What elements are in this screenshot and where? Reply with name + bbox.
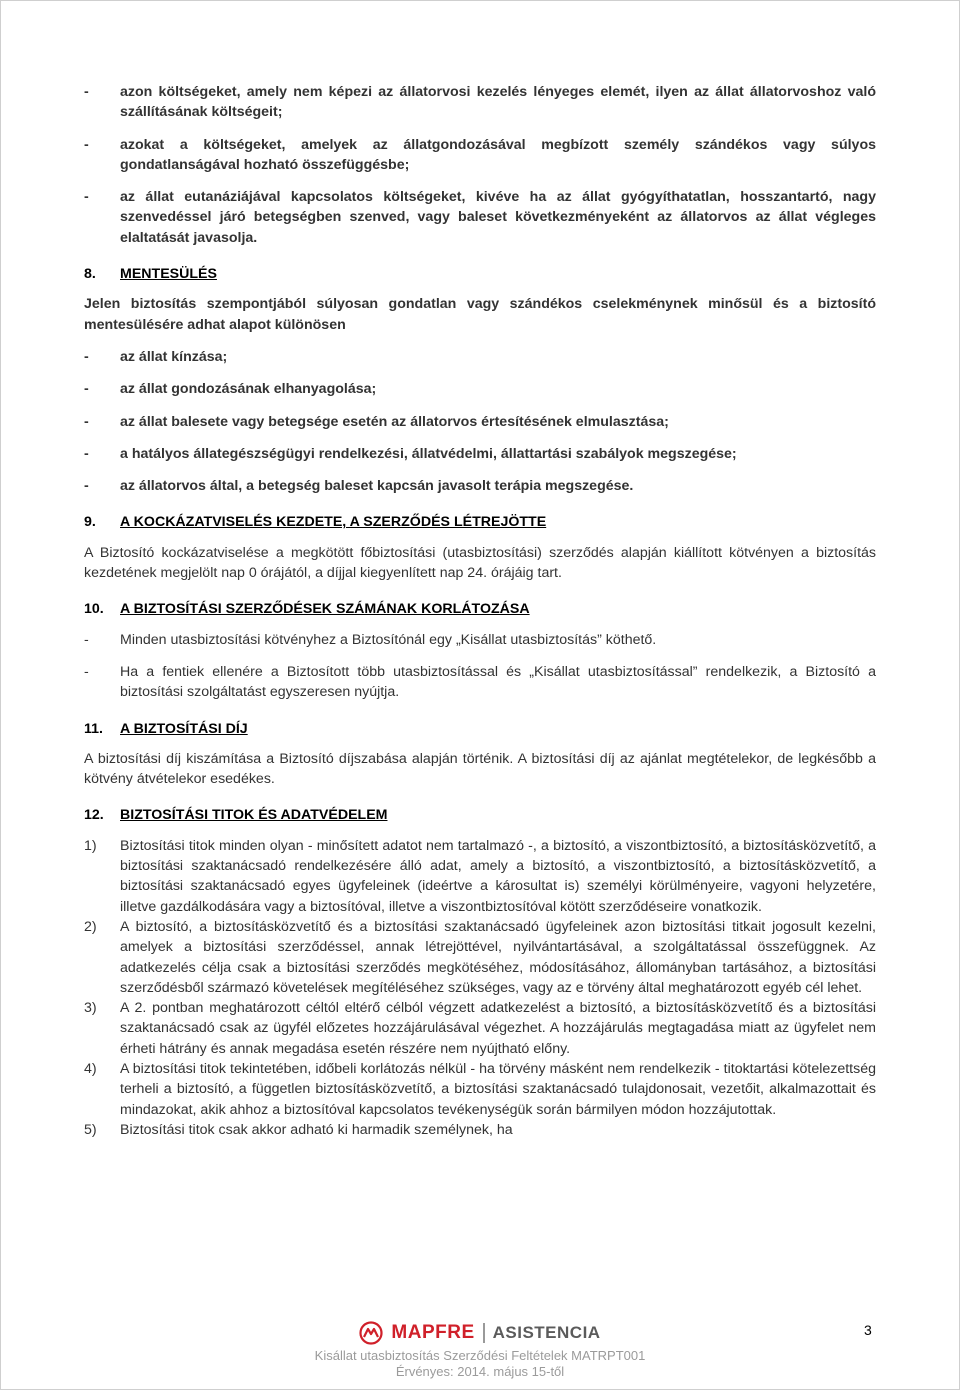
list-item bbox=[84, 476, 876, 496]
numbered-item-text: Biztosítási titok csak akkor adható ki harmadik személynek, ha bbox=[120, 1121, 513, 1138]
section-title: MENTESÜLÉS bbox=[120, 266, 217, 283]
section-8-intro: Jelen biztosítás szempontjából súlyosan gondatlan vagy szándékos cselekménynek minősül és a biztosító mentesülésére adhat alapot különösen bbox=[84, 296, 876, 333]
section-9-heading bbox=[84, 512, 876, 532]
section-12-heading bbox=[84, 805, 876, 825]
list-dash: - bbox=[84, 413, 89, 430]
list-item bbox=[84, 347, 876, 367]
logo-brand-text: MAPFRE bbox=[391, 1322, 475, 1343]
section-number: 10. bbox=[84, 601, 104, 618]
list-dash: - bbox=[84, 445, 89, 462]
list-item bbox=[84, 187, 876, 248]
section-11-text: A biztosítási díj kiszámítása a Biztosító díjszabása alapján történik. A biztosítási díj az ajánlat megtételekor, de legkésőbb a kötvény átvételekor esedékes. bbox=[84, 750, 876, 788]
numbered-item bbox=[84, 1120, 876, 1140]
list-dash: - bbox=[84, 84, 89, 100]
list-item bbox=[84, 379, 876, 399]
numbered-item bbox=[84, 836, 876, 917]
section-9-text: A Biztosító kockázatviselése a megkötött főbiztosítási (utasbiztosítási) szerződés alapján kiállított kötvényen a biztosítás kezdetének megjelölt nap 0 órájától, a díjjal kiegyenlített nap 24. órájáig tart. bbox=[84, 544, 876, 582]
numbered-item bbox=[84, 917, 876, 998]
list-dash: - bbox=[84, 136, 89, 153]
list-dash: - bbox=[84, 663, 89, 680]
list-item-text: a hatályos állategészségügyi rendelkezési, állatvédelmi, állattartási szabályok megszegése; bbox=[120, 445, 737, 462]
numbered-item bbox=[84, 998, 876, 1059]
numbered-item bbox=[84, 1059, 876, 1120]
list-dash: - bbox=[84, 631, 89, 648]
section-number: 8. bbox=[84, 266, 96, 283]
list-item-text: azon költségeket, amely nem képezi az állatorvosi kezelés lényeges elemét, ilyen az állat állatorvoshoz való szállításának költségeit; bbox=[120, 84, 876, 121]
section-8-body bbox=[84, 294, 876, 496]
list-item-text: az állat kínzása; bbox=[120, 348, 228, 365]
section-title: A BIZTOSÍTÁSI SZERZŐDÉSEK SZÁMÁNAK KORLÁTOZÁSA bbox=[120, 601, 530, 618]
footer-document-title: Kisállat utasbiztosítás Szerződési Feltételek MATRPT001 bbox=[314, 1348, 646, 1363]
list-dash: - bbox=[84, 381, 89, 398]
item-number: 3) bbox=[84, 1000, 97, 1017]
section-number: 11. bbox=[84, 720, 103, 737]
footer-validity-date: Érvényes: 2014. május 15-től bbox=[395, 1364, 565, 1379]
numbered-item-text: A biztosító, a biztosításközvetítő és a biztosítási szaktanácsadó ügyfeleinek azon biztosítási titkait jogosult kezelni, amelyek a biztosítási szerződéssel, annak létrejöttével, nyilvántartásával, a szolgáltatással összefüggnek. Az adatkezelés célja csak a biztosítási szerződés megkötéséhez, módosításához, állományban tartásához, a biztosítási szerződésből származó követelések megítéléséhez szükséges, vagy az e törvény által meghatározott egyéb cél lehet. bbox=[120, 918, 876, 996]
logo-divider bbox=[483, 1323, 485, 1343]
page-footer bbox=[0, 1318, 960, 1380]
item-number: 4) bbox=[84, 1060, 97, 1077]
list-item bbox=[84, 630, 876, 650]
list-item bbox=[84, 82, 876, 123]
item-number: 5) bbox=[84, 1121, 97, 1138]
numbered-item-text: A 2. pontban meghatározott céltól eltérő célból végzett adatkezelést a biztosító, a biztosításközvetítő és a biztosítási szaktanácsadó csak az ügyfél előzetes hozzájárulásával végezhet. A hozzájárulás megtagadása miatt az ügyfelet nem érheti hátrány és annak megadása esetén részére nem nyújtható előny. bbox=[120, 1000, 876, 1057]
numbered-item-text: A biztosítási titok tekintetében, időbeli korlátozás nélkül - ha törvény másként nem rendelkezik - titoktartási kötelezettség terheli a biztosító, a független biztosításközvetítő, a biztosítási szaktanácsadó tulajdonosait, vezetőit, alkalmazottait és mindazokat, akik ahhoz a biztosítóval kapcsolatos tevékenységük során bármilyen módon hozzájutottak. bbox=[120, 1060, 876, 1118]
numbered-item-text: Biztosítási titok minden olyan - minősített adatot nem tartalmazó -, a biztosító, a viszontbiztosító, a biztosításközvetítő, a biztosítási szaktanácsadó rendelkezésére álló adat, amely a biztosító, a viszontbiztosító, a biztosításközvetítő, a biztosítási szaktanácsadó egyes ügyfeleinek (ideértve a károsultat is) személyi körülményeire, vagyoni helyzetére, illetve gazdálkodására vagy a biztosítóval, illetve a viszontbiztosítóval kötött szerződéseire vonatkozik. bbox=[120, 837, 876, 915]
list-item-text: Ha a fentiek ellenére a Biztosított több utasbiztosítással és „Kisállat utasbiztosítással” rendelkezik, a Biztosító a biztosítási szolgáltatást egyszeresen nyújtja. bbox=[120, 663, 876, 701]
page-number: 3 bbox=[864, 1322, 872, 1338]
list-item-text: az állat gondozásának elhanyagolása; bbox=[120, 381, 377, 398]
section-title: BIZTOSÍTÁSI TITOK ÉS ADATVÉDELEM bbox=[120, 807, 388, 824]
section-title: A BIZTOSÍTÁSI DÍJ bbox=[120, 720, 248, 737]
list-item bbox=[84, 412, 876, 432]
list-dash: - bbox=[84, 189, 89, 206]
list-item-text: az állat eutanáziájával kapcsolatos költségeket, kivéve ha az állat gyógyíthatatlan, hosszantartó, nagy szenvedéssel járó betegségben szenved, vagy baleset következményeként az állatorvos az állat végleges elaltatását javasolja. bbox=[120, 189, 876, 246]
mapfre-logo-icon bbox=[359, 1321, 383, 1345]
document-body bbox=[84, 82, 876, 1140]
list-item-text: Minden utasbiztosítási kötvényhez a Biztosítónál egy „Kisállat utasbiztosítás” köthető. bbox=[120, 631, 657, 648]
item-number: 2) bbox=[84, 918, 97, 935]
section-10-heading bbox=[84, 599, 876, 619]
logo-division-text: ASISTENCIA bbox=[492, 1323, 601, 1342]
list-item bbox=[84, 444, 876, 464]
list-item-text: az állatorvos által, a betegség baleset kapcsán javasolt terápia megszegése. bbox=[120, 478, 634, 495]
section-title: A KOCKÁZATVISELÉS KEZDETE, A SZERZŐDÉS LÉTREJÖTTE bbox=[120, 514, 547, 531]
mapfre-logo bbox=[0, 1318, 960, 1348]
item-number: 1) bbox=[84, 837, 97, 854]
list-item-text: az állat balesete vagy betegsége esetén az állatorvos értesítésének elmulasztása; bbox=[120, 413, 669, 430]
section-8-heading bbox=[84, 264, 876, 284]
list-dash: - bbox=[84, 478, 89, 495]
section-11-heading bbox=[84, 719, 876, 739]
list-item bbox=[84, 662, 876, 703]
exclusion-list bbox=[84, 82, 876, 248]
list-dash: - bbox=[84, 348, 89, 365]
list-item bbox=[84, 135, 876, 176]
list-item-text: azokat a költségeket, amelyek az állatgondozásával megbízott személy szándékos vagy súlyos gondatlanságával hozható összefüggésbe; bbox=[120, 136, 876, 173]
section-number: 12. bbox=[84, 807, 104, 824]
section-number: 9. bbox=[84, 514, 96, 531]
